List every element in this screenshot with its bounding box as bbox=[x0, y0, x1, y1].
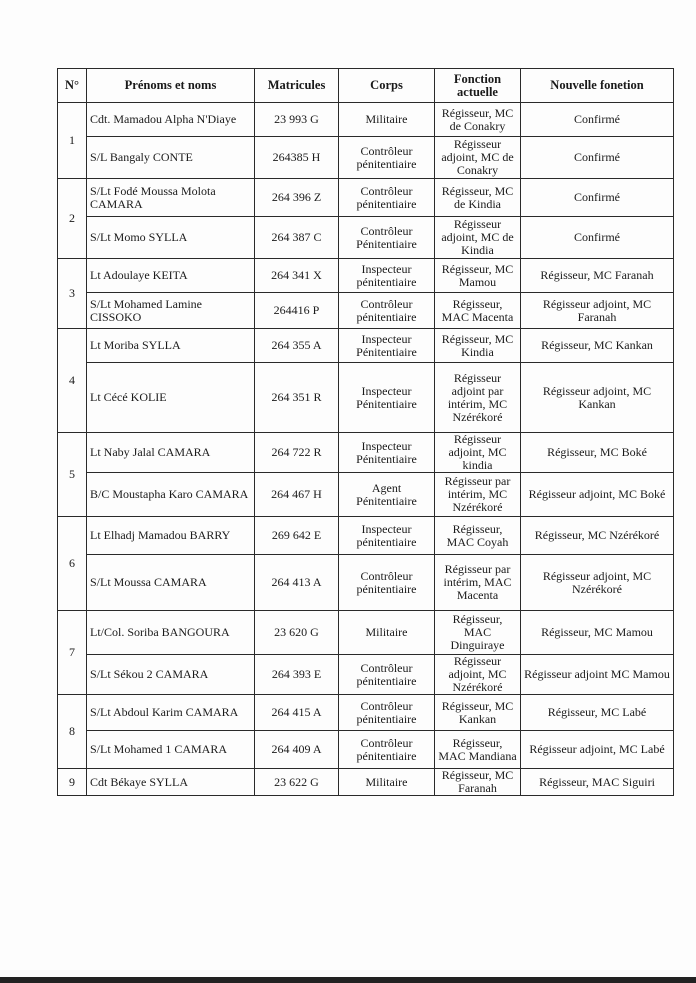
name-cell: Lt Adoulaye KEITA bbox=[87, 259, 255, 293]
nouvelle-fonction-cell: Régisseur adjoint, MC Labé bbox=[521, 731, 674, 769]
table-row bbox=[58, 103, 674, 137]
matricule-cell: 264 341 X bbox=[255, 259, 339, 293]
corps-cell: Contrôleur pénitentiaire bbox=[339, 137, 435, 179]
matricule-cell: 264 413 A bbox=[255, 555, 339, 611]
nouvelle-fonction-cell: Confirmé bbox=[521, 137, 674, 179]
fonction-cell: Régisseur, MC Kankan bbox=[435, 695, 521, 731]
matricule-cell: 264 722 R bbox=[255, 433, 339, 473]
corps-cell: Contrôleur pénitentiaire bbox=[339, 695, 435, 731]
nouvelle-fonction-cell: Régisseur, MC Faranah bbox=[521, 259, 674, 293]
name-cell: S/Lt Fodé Moussa Molota CAMARA bbox=[87, 179, 255, 217]
fonction-cell: Régisseur, MC de Conakry bbox=[435, 103, 521, 137]
nouvelle-fonction-cell: Régisseur adjoint, MC Nzérékoré bbox=[521, 555, 674, 611]
name-cell: Lt Elhadj Mamadou BARRY bbox=[87, 517, 255, 555]
corps-cell: Militaire bbox=[339, 769, 435, 796]
fonction-cell: Régisseur, MAC Macenta bbox=[435, 293, 521, 329]
group-number: 3 bbox=[58, 259, 87, 329]
group-number: 9 bbox=[58, 769, 87, 796]
table-row bbox=[58, 695, 674, 731]
matricule-cell: 264385 H bbox=[255, 137, 339, 179]
fonction-cell: Régisseur, MC de Kindia bbox=[435, 179, 521, 217]
matricule-cell: 264 351 R bbox=[255, 363, 339, 433]
nouvelle-fonction-cell: Régisseur adjoint, MC Kankan bbox=[521, 363, 674, 433]
matricule-cell: 264 387 C bbox=[255, 217, 339, 259]
fonction-cell: Régisseur adjoint, MC kindia bbox=[435, 433, 521, 473]
name-cell: S/Lt Moussa CAMARA bbox=[87, 555, 255, 611]
matricule-cell: 264 415 A bbox=[255, 695, 339, 731]
corps-cell: Inspecteur pénitentiaire bbox=[339, 517, 435, 555]
group-number: 6 bbox=[58, 517, 87, 611]
fonction-cell: Régisseur adjoint, MC de Conakry bbox=[435, 137, 521, 179]
table-row bbox=[58, 137, 674, 179]
header-fonction: Fonction actuelle bbox=[435, 69, 521, 103]
bottom-edge bbox=[0, 977, 696, 983]
corps-cell: Contrôleur pénitentiaire bbox=[339, 731, 435, 769]
corps-cell: Militaire bbox=[339, 103, 435, 137]
header-corps: Corps bbox=[339, 69, 435, 103]
table-row bbox=[58, 363, 674, 433]
fonction-cell: Régisseur, MAC Dinguiraye bbox=[435, 611, 521, 655]
corps-cell: Inspecteur Pénitentiaire bbox=[339, 363, 435, 433]
header-name: Prénoms et noms bbox=[87, 69, 255, 103]
table-row bbox=[58, 655, 674, 695]
corps-cell: Inspecteur Pénitentiaire bbox=[339, 329, 435, 363]
table-row bbox=[58, 433, 674, 473]
nouvelle-fonction-cell: Régisseur, MC Mamou bbox=[521, 611, 674, 655]
matricule-cell: 264 467 H bbox=[255, 473, 339, 517]
table-row bbox=[58, 259, 674, 293]
fonction-cell: Régisseur par intérim, MAC Macenta bbox=[435, 555, 521, 611]
table-row bbox=[58, 329, 674, 363]
matricule-cell: 264 396 Z bbox=[255, 179, 339, 217]
table-row bbox=[58, 517, 674, 555]
nouvelle-fonction-cell: Régisseur, MC Nzérékoré bbox=[521, 517, 674, 555]
name-cell: S/Lt Mohamed 1 CAMARA bbox=[87, 731, 255, 769]
matricule-cell: 264 355 A bbox=[255, 329, 339, 363]
header-matricule: Matricules bbox=[255, 69, 339, 103]
fonction-cell: Régisseur, MC Faranah bbox=[435, 769, 521, 796]
nouvelle-fonction-cell: Régisseur adjoint, MC Faranah bbox=[521, 293, 674, 329]
nouvelle-fonction-cell: Confirmé bbox=[521, 217, 674, 259]
group-number: 4 bbox=[58, 329, 87, 433]
group-number: 8 bbox=[58, 695, 87, 769]
matricule-cell: 269 642 E bbox=[255, 517, 339, 555]
name-cell: S/Lt Abdoul Karim CAMARA bbox=[87, 695, 255, 731]
table-row bbox=[58, 179, 674, 217]
fonction-cell: Régisseur, MC Kindia bbox=[435, 329, 521, 363]
name-cell: Lt/Col. Soriba BANGOURA bbox=[87, 611, 255, 655]
name-cell: B/C Moustapha Karo CAMARA bbox=[87, 473, 255, 517]
table-row bbox=[58, 293, 674, 329]
table-row bbox=[58, 731, 674, 769]
nouvelle-fonction-cell: Régisseur, MAC Siguiri bbox=[521, 769, 674, 796]
corps-cell: Agent Pénitentiaire bbox=[339, 473, 435, 517]
corps-cell: Militaire bbox=[339, 611, 435, 655]
nouvelle-fonction-cell: Régisseur adjoint MC Mamou bbox=[521, 655, 674, 695]
fonction-cell: Régisseur, MAC Coyah bbox=[435, 517, 521, 555]
nouvelle-fonction-cell: Régisseur adjoint, MC Boké bbox=[521, 473, 674, 517]
nouvelle-fonction-cell: Régisseur, MC Boké bbox=[521, 433, 674, 473]
name-cell: Lt Moriba SYLLA bbox=[87, 329, 255, 363]
corps-cell: Contrôleur pénitentiaire bbox=[339, 293, 435, 329]
group-number: 2 bbox=[58, 179, 87, 259]
name-cell: Cdt. Mamadou Alpha N'Diaye bbox=[87, 103, 255, 137]
corps-cell: Contrôleur pénitentiaire bbox=[339, 655, 435, 695]
fonction-cell: Régisseur adjoint, MC Nzérékoré bbox=[435, 655, 521, 695]
matricule-cell: 23 993 G bbox=[255, 103, 339, 137]
nouvelle-fonction-cell: Régisseur, MC Kankan bbox=[521, 329, 674, 363]
group-number: 1 bbox=[58, 103, 87, 179]
corps-cell: Contrôleur pénitentiaire bbox=[339, 179, 435, 217]
nouvelle-fonction-cell: Confirmé bbox=[521, 103, 674, 137]
name-cell: Cdt Békaye SYLLA bbox=[87, 769, 255, 796]
fonction-cell: Régisseur par intérim, MC Nzérékoré bbox=[435, 473, 521, 517]
group-number: 5 bbox=[58, 433, 87, 517]
nouvelle-fonction-cell: Confirmé bbox=[521, 179, 674, 217]
corps-cell: Contrôleur pénitentiaire bbox=[339, 555, 435, 611]
name-cell: S/Lt Momo SYLLA bbox=[87, 217, 255, 259]
group-number: 7 bbox=[58, 611, 87, 695]
name-cell: S/Lt Mohamed Lamine CISSOKO bbox=[87, 293, 255, 329]
matricule-cell: 23 620 G bbox=[255, 611, 339, 655]
table-row bbox=[58, 555, 674, 611]
matricule-cell: 264 393 E bbox=[255, 655, 339, 695]
nouvelle-fonction-cell: Régisseur, MC Labé bbox=[521, 695, 674, 731]
header-num: N° bbox=[58, 69, 87, 103]
fonction-cell: Régisseur adjoint, MC de Kindia bbox=[435, 217, 521, 259]
table-header-row bbox=[58, 69, 674, 103]
table-body bbox=[58, 103, 674, 796]
fonction-cell: Régisseur adjoint par intérim, MC Nzérékoré bbox=[435, 363, 521, 433]
name-cell: S/L Bangaly CONTE bbox=[87, 137, 255, 179]
name-cell: S/Lt Sékou 2 CAMARA bbox=[87, 655, 255, 695]
name-cell: Lt Naby Jalal CAMARA bbox=[87, 433, 255, 473]
matricule-cell: 23 622 G bbox=[255, 769, 339, 796]
table-row bbox=[58, 217, 674, 259]
table-row bbox=[58, 769, 674, 796]
fonction-cell: Régisseur, MC Mamou bbox=[435, 259, 521, 293]
header-nouvelle: Nouvelle fonetion bbox=[521, 69, 674, 103]
corps-cell: Contrôleur Pénitentiaire bbox=[339, 217, 435, 259]
table-row bbox=[58, 611, 674, 655]
name-cell: Lt Cécé KOLIE bbox=[87, 363, 255, 433]
appointments-table bbox=[57, 68, 674, 796]
corps-cell: Inspecteur pénitentiaire bbox=[339, 259, 435, 293]
matricule-cell: 264416 P bbox=[255, 293, 339, 329]
table-row bbox=[58, 473, 674, 517]
fonction-cell: Régisseur, MAC Mandiana bbox=[435, 731, 521, 769]
corps-cell: Inspecteur Pénitentiaire bbox=[339, 433, 435, 473]
matricule-cell: 264 409 A bbox=[255, 731, 339, 769]
